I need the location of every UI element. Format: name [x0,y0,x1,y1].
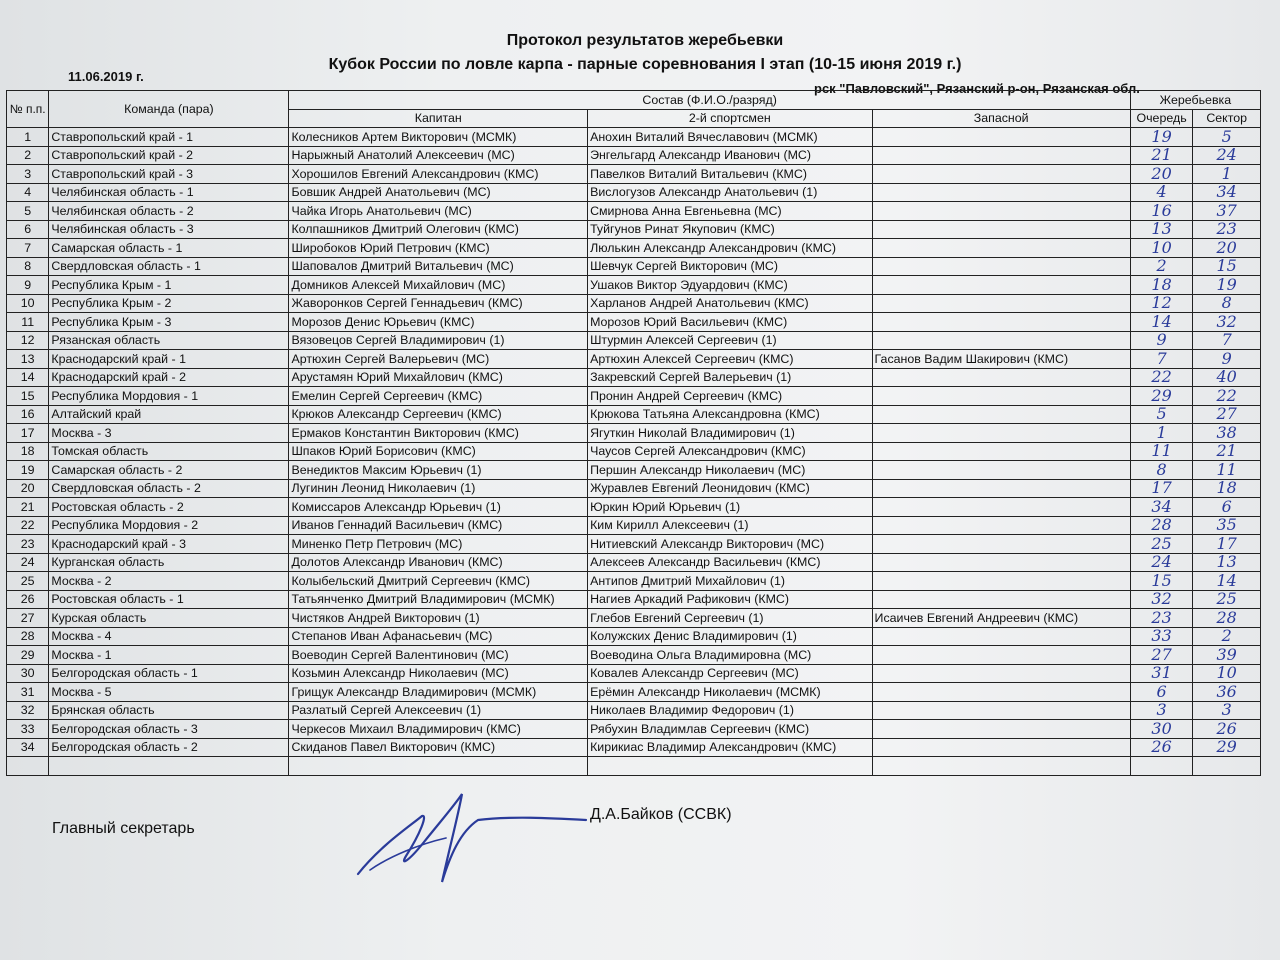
reserve-name [872,294,1130,313]
second-athlete-name: Ягуткин Николай Владимирович (1) [588,424,872,443]
empty-cell [7,757,49,776]
reserve-name [872,183,1130,202]
row-number: 14 [7,368,49,387]
draw-order: 12 [1130,294,1193,313]
reserve-name [872,701,1130,720]
draw-sector: 39 [1193,646,1261,665]
col-draw-header: Жеребьевка [1130,91,1260,110]
draw-order: 15 [1130,572,1193,591]
empty-row [7,757,1261,776]
row-number: 9 [7,276,49,295]
table-row [7,294,1261,313]
draw-order: 27 [1130,646,1193,665]
draw-order: 25 [1130,535,1193,554]
team-name: Курганская область [49,553,289,572]
table-row [7,350,1261,369]
captain-name: Разлатый Сергей Алексеевич (1) [289,701,588,720]
col-team-header: Команда (пара) [49,91,289,128]
draw-sector: 36 [1193,683,1261,702]
draw-sector: 7 [1193,331,1261,350]
table-row [7,498,1261,517]
captain-name: Крюков Александр Сергеевич (КМС) [289,405,588,424]
captain-name: Лугинин Леонид Николаевич (1) [289,479,588,498]
captain-name: Воеводин Сергей Валентинович (МС) [289,646,588,665]
reserve-name [872,479,1130,498]
team-name: Курская область [49,609,289,628]
reserve-name [872,664,1130,683]
draw-order: 26 [1130,738,1193,757]
team-name: Республика Крым - 3 [49,313,289,332]
team-name: Краснодарский край - 3 [49,535,289,554]
row-number: 17 [7,424,49,443]
table-row [7,239,1261,258]
reserve-name [872,442,1130,461]
captain-name: Грищук Александр Владимирович (МСМК) [289,683,588,702]
row-number: 4 [7,183,49,202]
draw-sector: 9 [1193,350,1261,369]
row-number: 19 [7,461,49,480]
second-athlete-name: Воеводина Ольга Владимировна (МС) [588,646,872,665]
second-athlete-name: Анохин Виталий Вячеславович (МСМК) [588,128,872,147]
second-athlete-name: Ерёмин Александр Николаевич (МСМК) [588,683,872,702]
reserve-name [872,128,1130,147]
team-name: Рязанская область [49,331,289,350]
team-name: Самарская область - 1 [49,239,289,258]
draw-sector: 17 [1193,535,1261,554]
team-name: Ростовская область - 2 [49,498,289,517]
draw-sector: 25 [1193,590,1261,609]
row-number: 22 [7,516,49,535]
table-row [7,516,1261,535]
reserve-name [872,313,1130,332]
reserve-name [872,516,1130,535]
draw-sector: 32 [1193,313,1261,332]
table-row [7,461,1261,480]
reserve-name [872,498,1130,517]
captain-name: Иванов Геннадий Васильевич (КМС) [289,516,588,535]
row-number: 28 [7,627,49,646]
captain-name: Чистяков Андрей Викторович (1) [289,609,588,628]
table-row [7,627,1261,646]
second-athlete-name: Павелков Виталий Витальевич (КМС) [588,165,872,184]
reserve-name [872,461,1130,480]
second-athlete-name: Штурмин Алексей Сергеевич (1) [588,331,872,350]
team-name: Томская область [49,442,289,461]
reserve-name [872,590,1130,609]
second-athlete-name: Колужских Денис Владимирович (1) [588,627,872,646]
captain-name: Долотов Александр Иванович (КМС) [289,553,588,572]
empty-cell [588,757,872,776]
reserve-name [872,387,1130,406]
draw-sector: 8 [1193,294,1261,313]
team-name: Москва - 1 [49,646,289,665]
team-name: Республика Мордовия - 2 [49,516,289,535]
draw-order: 31 [1130,664,1193,683]
draw-sector: 28 [1193,609,1261,628]
table-row [7,572,1261,591]
draw-order: 11 [1130,442,1193,461]
draw-sector: 24 [1193,146,1261,165]
captain-name: Миненко Петр Петрович (МС) [289,535,588,554]
reserve-name: Гасанов Вадим Шакирович (КМС) [872,350,1130,369]
reserve-name: Исаичев Евгений Андреевич (КМС) [872,609,1130,628]
table-row [7,183,1261,202]
row-number: 30 [7,664,49,683]
reserve-name [872,165,1130,184]
col-order-header: Очередь [1130,109,1193,128]
captain-name: Татьянченко Дмитрий Владимирович (МСМК) [289,590,588,609]
draw-sector: 5 [1193,128,1261,147]
captain-name: Бовшик Андрей Анатольевич (МС) [289,183,588,202]
second-athlete-name: Нагиев Аркадий Рафикович (КМС) [588,590,872,609]
row-number: 12 [7,331,49,350]
draw-sector: 14 [1193,572,1261,591]
row-number: 13 [7,350,49,369]
second-athlete-name: Ким Кирилл Алексеевич (1) [588,516,872,535]
draw-order: 2 [1130,257,1193,276]
document-title: Протокол результатов жеребьевки [506,32,784,49]
row-number: 24 [7,553,49,572]
reserve-name [872,146,1130,165]
reserve-name [872,720,1130,739]
draw-order: 21 [1130,146,1193,165]
captain-name: Хорошилов Евгений Александрович (КМС) [289,165,588,184]
table-row [7,535,1261,554]
table-row [7,368,1261,387]
table-row [7,590,1261,609]
team-name: Алтайский край [49,405,289,424]
team-name: Свердловская область - 1 [49,257,289,276]
second-athlete-name: Алексеев Александр Васильевич (КМС) [588,553,872,572]
table-row [7,664,1261,683]
second-athlete-name: Энгельгард Александр Иванович (МС) [588,146,872,165]
draw-sector: 3 [1193,701,1261,720]
table-row [7,331,1261,350]
reserve-name [872,220,1130,239]
row-number: 23 [7,535,49,554]
team-name: Челябинская область - 3 [49,220,289,239]
draw-order: 3 [1130,701,1193,720]
team-name: Ставропольский край - 3 [49,165,289,184]
row-number: 10 [7,294,49,313]
second-athlete-name: Люлькин Александр Александрович (КМС) [588,239,872,258]
second-athlete-name: Смирнова Анна Евгеньевна (МС) [588,202,872,221]
row-number: 20 [7,479,49,498]
draw-sector: 1 [1193,165,1261,184]
table-row [7,720,1261,739]
draw-order: 32 [1130,590,1193,609]
table-row [7,442,1261,461]
row-number: 31 [7,683,49,702]
reserve-name [872,683,1130,702]
reserve-name [872,572,1130,591]
handwritten-signature [350,786,610,896]
team-name: Белгородская область - 1 [49,664,289,683]
team-name: Москва - 5 [49,683,289,702]
col-num-header: № п.п. [7,91,49,128]
second-athlete-name: Чаусов Сергей Александрович (КМС) [588,442,872,461]
reserve-name [872,239,1130,258]
second-athlete-name: Закревский Сергей Валерьевич (1) [588,368,872,387]
table-row [7,646,1261,665]
draw-sector: 22 [1193,387,1261,406]
team-name: Краснодарский край - 1 [49,350,289,369]
captain-name: Венедиктов Максим Юрьевич (1) [289,461,588,480]
col-sector-header: Сектор [1193,109,1261,128]
second-athlete-name: Журавлев Евгений Леонидович (КМС) [588,479,872,498]
draw-sector: 40 [1193,368,1261,387]
row-number: 3 [7,165,49,184]
row-number: 34 [7,738,49,757]
captain-name: Шаповалов Дмитрий Витальевич (МС) [289,257,588,276]
captain-name: Морозов Денис Юрьевич (КМС) [289,313,588,332]
table-body [7,128,1261,757]
draw-order: 7 [1130,350,1193,369]
team-name: Челябинская область - 1 [49,183,289,202]
draw-order: 9 [1130,331,1193,350]
team-name: Свердловская область - 2 [49,479,289,498]
secretary-label: Главный секретарь [52,820,195,837]
draw-sector: 15 [1193,257,1261,276]
col-reserve-header: Запасной [872,109,1130,128]
reserve-name [872,424,1130,443]
captain-name: Широбоков Юрий Петрович (КМС) [289,239,588,258]
table-row [7,683,1261,702]
draw-order: 29 [1130,387,1193,406]
second-athlete-name: Шевчук Сергей Викторович (МС) [588,257,872,276]
empty-cell [49,757,289,776]
table-row [7,609,1261,628]
second-athlete-name: Ковалев Александр Сергеевич (МС) [588,664,872,683]
team-name: Челябинская область - 2 [49,202,289,221]
draw-order: 34 [1130,498,1193,517]
second-athlete-name: Вислогузов Александр Анатольевич (1) [588,183,872,202]
table-row [7,257,1261,276]
team-name: Краснодарский край - 2 [49,368,289,387]
row-number: 27 [7,609,49,628]
draw-sector: 34 [1193,183,1261,202]
reserve-name [872,553,1130,572]
table-row [7,128,1261,147]
captain-name: Скиданов Павел Викторович (КМС) [289,738,588,757]
row-number: 29 [7,646,49,665]
team-name: Москва - 2 [49,572,289,591]
second-athlete-name: Глебов Евгений Сергеевич (1) [588,609,872,628]
draw-order: 6 [1130,683,1193,702]
draw-sector: 6 [1193,498,1261,517]
draw-sector: 10 [1193,664,1261,683]
team-name: Ставропольский край - 1 [49,128,289,147]
draw-order: 13 [1130,220,1193,239]
empty-cell [872,757,1130,776]
table-row [7,553,1261,572]
reserve-name [872,405,1130,424]
draw-order: 28 [1130,516,1193,535]
draw-sector: 29 [1193,738,1261,757]
draw-order: 18 [1130,276,1193,295]
reserve-name [872,646,1130,665]
draw-order: 22 [1130,368,1193,387]
reserve-name [872,738,1130,757]
reserve-name [872,331,1130,350]
draw-results-table [6,90,1261,776]
row-number: 16 [7,405,49,424]
secretary-name: Д.А.Байков (ССВК) [590,806,732,823]
captain-name: Вязовецов Сергей Владимирович (1) [289,331,588,350]
col-composition-header: Состав (Ф.И.О./разряд) [289,91,1130,110]
document-date: 11.06.2019 г. [68,69,144,84]
table-row [7,738,1261,757]
team-name: Белгородская область - 3 [49,720,289,739]
team-name: Брянская область [49,701,289,720]
draw-order: 1 [1130,424,1193,443]
row-number: 21 [7,498,49,517]
row-number: 5 [7,202,49,221]
row-number: 1 [7,128,49,147]
draw-sector: 11 [1193,461,1261,480]
draw-order: 30 [1130,720,1193,739]
team-name: Республика Крым - 1 [49,276,289,295]
table-row [7,202,1261,221]
second-athlete-name: Крюкова Татьяна Александровна (КМС) [588,405,872,424]
draw-sector: 23 [1193,220,1261,239]
draw-order: 33 [1130,627,1193,646]
row-number: 7 [7,239,49,258]
draw-order: 8 [1130,461,1193,480]
second-athlete-name: Николаев Владимир Федорович (1) [588,701,872,720]
empty-cell [1193,757,1261,776]
draw-order: 10 [1130,239,1193,258]
table-row [7,276,1261,295]
draw-sector: 21 [1193,442,1261,461]
table-row [7,405,1261,424]
reserve-name [872,368,1130,387]
row-number: 33 [7,720,49,739]
captain-name: Колыбельский Дмитрий Сергеевич (КМС) [289,572,588,591]
table-row [7,424,1261,443]
table-row [7,220,1261,239]
captain-name: Арустамян Юрий Михайлович (КМС) [289,368,588,387]
draw-order: 14 [1130,313,1193,332]
draw-sector: 19 [1193,276,1261,295]
row-number: 32 [7,701,49,720]
table-row [7,387,1261,406]
col-second-header: 2-й спортсмен [588,109,872,128]
row-number: 26 [7,590,49,609]
captain-name: Емелин Сергей Сергеевич (КМС) [289,387,588,406]
reserve-name [872,202,1130,221]
row-number: 2 [7,146,49,165]
venue: рск "Павловский", Рязанский р-он, Рязанская обл. [814,81,1140,96]
draw-sector: 27 [1193,405,1261,424]
second-athlete-name: Нитиевский Александр Викторович (МС) [588,535,872,554]
captain-name: Шпаков Юрий Борисович (КМС) [289,442,588,461]
reserve-name [872,276,1130,295]
table-row [7,313,1261,332]
captain-name: Колесников Артем Викторович (МСМК) [289,128,588,147]
second-athlete-name: Рябухин Владимлав Сергеевич (КМС) [588,720,872,739]
table-row [7,701,1261,720]
col-captain-header: Капитан [289,109,588,128]
team-name: Республика Крым - 2 [49,294,289,313]
draw-order: 17 [1130,479,1193,498]
table-row [7,165,1261,184]
draw-sector: 38 [1193,424,1261,443]
captain-name: Комиссаров Александр Юрьевич (1) [289,498,588,517]
draw-sector: 37 [1193,202,1261,221]
second-athlete-name: Першин Александр Николаевич (МС) [588,461,872,480]
reserve-name [872,535,1130,554]
draw-order: 16 [1130,202,1193,221]
captain-name: Артюхин Сергей Валерьевич (МС) [289,350,588,369]
captain-name: Степанов Иван Афанасьевич (МС) [289,627,588,646]
team-name: Ростовская область - 1 [49,590,289,609]
team-name: Республика Мордовия - 1 [49,387,289,406]
team-name: Белгородская область - 2 [49,738,289,757]
empty-cell [1130,757,1193,776]
captain-name: Козьмин Александр Николаевич (МС) [289,664,588,683]
draw-sector: 35 [1193,516,1261,535]
second-athlete-name: Ушаков Виктор Эдуардович (КМС) [588,276,872,295]
captain-name: Черкесов Михаил Владимирович (КМС) [289,720,588,739]
document-subtitle: Кубок России по ловле карпа - парные соревнования I этап (10-15 июня 2019 г.) [328,56,962,73]
team-name: Москва - 3 [49,424,289,443]
draw-sector: 20 [1193,239,1261,258]
row-number: 15 [7,387,49,406]
second-athlete-name: Пронин Андрей Сергеевич (КМС) [588,387,872,406]
draw-order: 23 [1130,609,1193,628]
draw-order: 4 [1130,183,1193,202]
draw-order: 20 [1130,165,1193,184]
team-name: Ставропольский край - 2 [49,146,289,165]
table-row [7,479,1261,498]
second-athlete-name: Юркин Юрий Юрьевич (1) [588,498,872,517]
draw-order: 19 [1130,128,1193,147]
draw-sector: 18 [1193,479,1261,498]
draw-sector: 13 [1193,553,1261,572]
captain-name: Нарыжный Анатолий Алексеевич (МС) [289,146,588,165]
draw-order: 24 [1130,553,1193,572]
second-athlete-name: Кирикиас Владимир Александрович (КМС) [588,738,872,757]
row-number: 25 [7,572,49,591]
reserve-name [872,627,1130,646]
second-athlete-name: Харланов Андрей Анатольевич (КМС) [588,294,872,313]
captain-name: Ермаков Константин Викторович (КМС) [289,424,588,443]
second-athlete-name: Артюхин Алексей Сергеевич (КМС) [588,350,872,369]
draw-sector: 26 [1193,720,1261,739]
row-number: 6 [7,220,49,239]
captain-name: Домников Алексей Михайлович (МС) [289,276,588,295]
draw-sector: 2 [1193,627,1261,646]
team-name: Москва - 4 [49,627,289,646]
row-number: 18 [7,442,49,461]
team-name: Самарская область - 2 [49,461,289,480]
captain-name: Чайка Игорь Анатольевич (МС) [289,202,588,221]
captain-name: Колпашников Дмитрий Олегович (КМС) [289,220,588,239]
table-row [7,146,1261,165]
draw-order: 5 [1130,405,1193,424]
second-athlete-name: Туйгунов Ринат Якупович (КМС) [588,220,872,239]
row-number: 8 [7,257,49,276]
second-athlete-name: Антипов Дмитрий Михайлович (1) [588,572,872,591]
reserve-name [872,257,1130,276]
second-athlete-name: Морозов Юрий Васильевич (КМС) [588,313,872,332]
captain-name: Жаворонков Сергей Геннадьевич (КМС) [289,294,588,313]
empty-cell [289,757,588,776]
row-number: 11 [7,313,49,332]
